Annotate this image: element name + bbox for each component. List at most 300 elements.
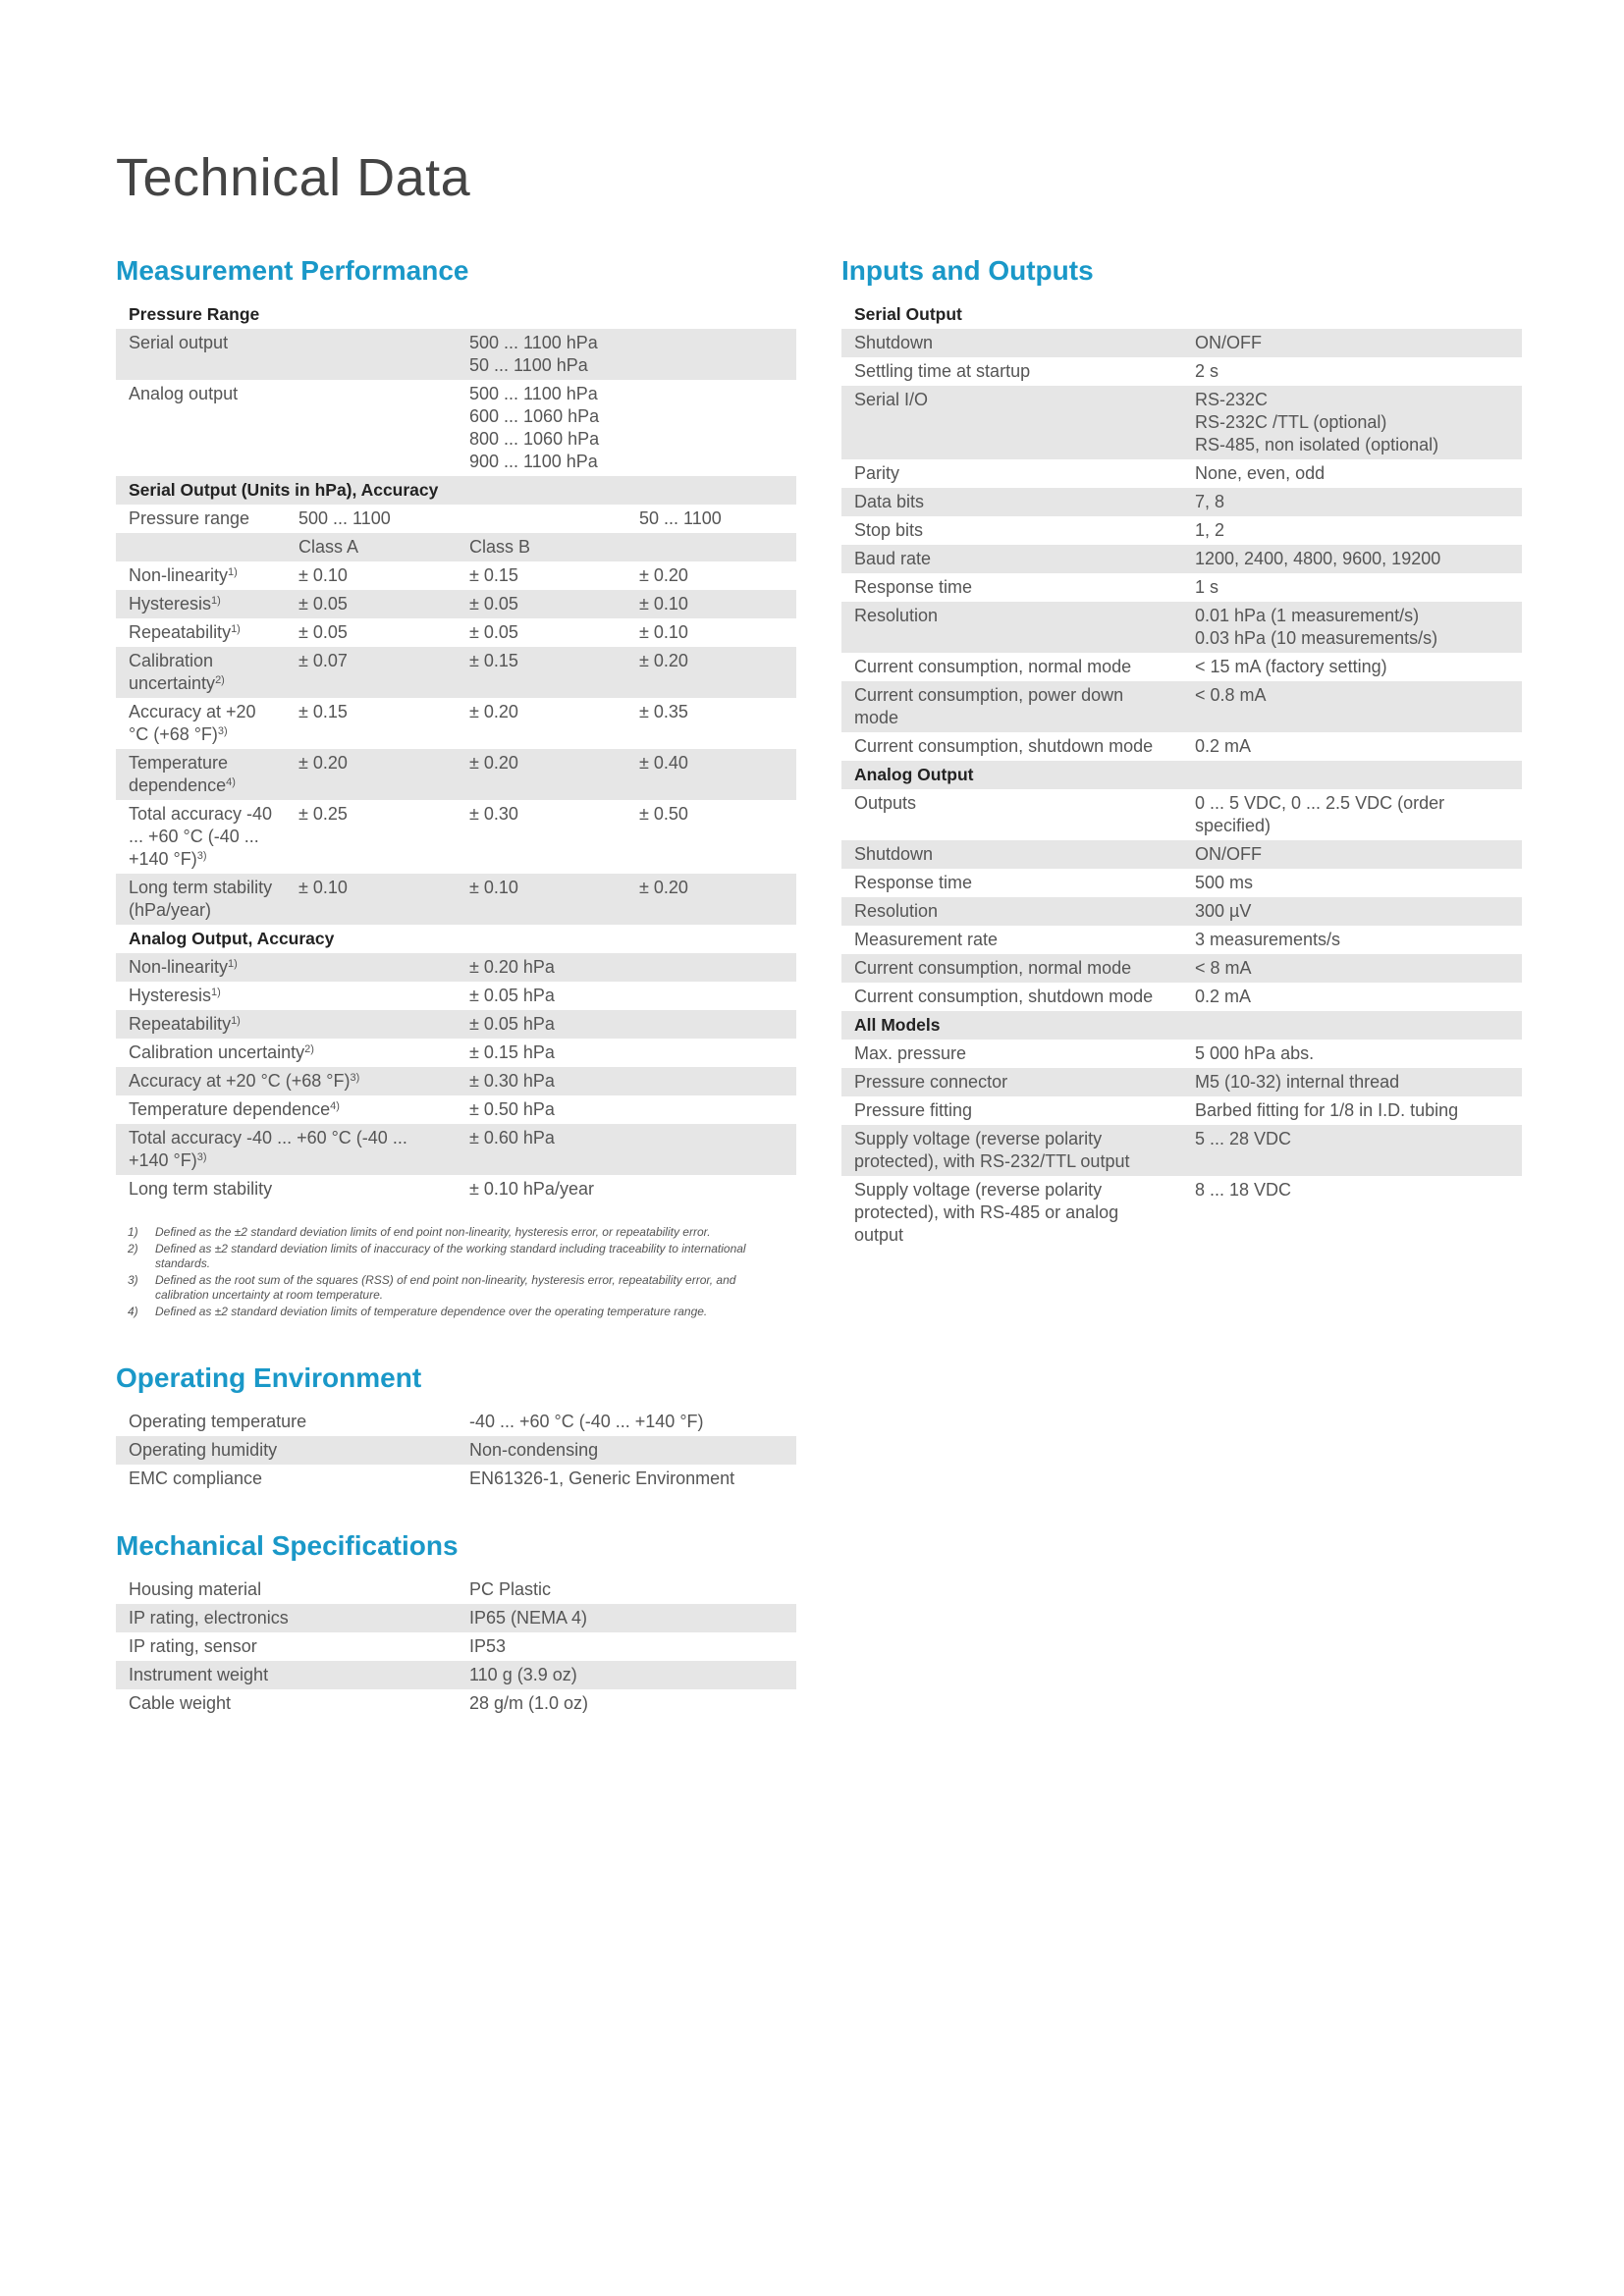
value-line: 1, 2 bbox=[1195, 520, 1225, 540]
all-models-header bbox=[841, 1011, 1522, 1040]
row-value: IP53 bbox=[469, 1636, 507, 1656]
value-line: 2 s bbox=[1195, 361, 1219, 381]
table-row bbox=[841, 1068, 1522, 1096]
table-row bbox=[116, 1632, 796, 1661]
row-value: ± 0.60 hPa bbox=[457, 1124, 796, 1175]
table-row bbox=[841, 545, 1522, 573]
table-row bbox=[116, 1039, 796, 1067]
table-row bbox=[116, 1124, 796, 1175]
row-value: ± 0.10 bbox=[298, 565, 348, 585]
row-label-text: Current consumption, normal mode bbox=[854, 958, 1132, 978]
row-label: Cable weight bbox=[129, 1693, 232, 1713]
row-value: ± 0.05 bbox=[457, 590, 626, 618]
row-value bbox=[1182, 573, 1522, 602]
table-row bbox=[841, 926, 1522, 954]
row-value: ± 0.50 hPa bbox=[469, 1099, 555, 1119]
table-row bbox=[841, 329, 1522, 357]
footnote-number: 1) bbox=[128, 1225, 138, 1239]
row-label-text: Response time bbox=[854, 873, 973, 892]
row-label-text: Non-linearity bbox=[129, 957, 229, 977]
table-row bbox=[116, 1067, 796, 1095]
footnote bbox=[128, 1273, 776, 1303]
row-value: ± 0.07 bbox=[286, 647, 457, 698]
table-row bbox=[116, 982, 796, 1010]
table-row bbox=[116, 647, 796, 698]
analog-output-header-label: Analog Output bbox=[841, 761, 1522, 789]
row-label-text: Analog output bbox=[129, 384, 239, 403]
row-value bbox=[1182, 545, 1522, 573]
row-value bbox=[1182, 1040, 1522, 1068]
table-row bbox=[841, 681, 1522, 732]
table-row bbox=[841, 516, 1522, 545]
value-line: 1200, 2400, 4800, 9600, 19200 bbox=[1195, 549, 1441, 568]
row-value: ± 0.10 hPa/year bbox=[469, 1179, 594, 1199]
row-value: ± 0.35 bbox=[639, 702, 688, 721]
value-line: None, even, odd bbox=[1195, 463, 1326, 483]
measurement-performance-section bbox=[116, 253, 796, 1319]
row-value: 110 g (3.9 oz) bbox=[457, 1661, 796, 1689]
row-value: PC Plastic bbox=[469, 1579, 552, 1599]
table-row bbox=[841, 732, 1522, 761]
table-row bbox=[116, 1689, 796, 1718]
row-label-text: Current consumption, shutdown mode bbox=[854, 736, 1154, 756]
row-label-text: Settling time at startup bbox=[854, 361, 1031, 381]
row-label-text: Temperature dependence bbox=[129, 753, 229, 795]
row-label bbox=[116, 1175, 457, 1203]
row-label: EMC compliance bbox=[129, 1468, 263, 1488]
footnote-ref: 2) bbox=[215, 674, 225, 686]
row-value: ± 0.20 bbox=[626, 874, 796, 925]
table-row bbox=[841, 954, 1522, 983]
value-line: ON/OFF bbox=[1195, 333, 1262, 352]
value-line: 500 ms bbox=[1195, 873, 1254, 892]
row-value: ± 0.10 bbox=[639, 622, 688, 642]
value-line: 7, 8 bbox=[1195, 492, 1225, 511]
row-label bbox=[116, 1095, 457, 1124]
serial-output-header bbox=[841, 300, 1522, 329]
row-label-text: Repeatability bbox=[129, 622, 232, 642]
row-label bbox=[841, 869, 1182, 897]
footnote-text: Defined as the root sum of the squares (RSS) of end point non-linearity, hysteresis error, repeatability error, and calibration uncertainty at room temperature. bbox=[155, 1273, 736, 1302]
row-value: ± 0.10 bbox=[626, 590, 796, 618]
footnotes bbox=[128, 1225, 776, 1319]
row-value bbox=[457, 380, 796, 476]
table-row bbox=[841, 602, 1522, 653]
row-label bbox=[841, 602, 1182, 653]
row-label bbox=[841, 1068, 1182, 1096]
row-label bbox=[116, 698, 286, 749]
row-value: ± 0.05 hPa bbox=[457, 1010, 796, 1039]
value-line: M5 (10-32) internal thread bbox=[1195, 1072, 1400, 1092]
value-line: < 15 mA (factory setting) bbox=[1195, 657, 1387, 676]
row-label-text: Total accuracy -40 ... +60 °C (-40 ... +140 °F) bbox=[129, 804, 273, 869]
footnote bbox=[128, 1242, 776, 1271]
row-value bbox=[1182, 1096, 1522, 1125]
row-label-text: Response time bbox=[854, 577, 973, 597]
table-row bbox=[116, 749, 796, 800]
value-line: 0 ... 5 VDC, 0 ... 2.5 VDC (order specified) bbox=[1195, 793, 1445, 835]
value-line: 0.03 hPa (10 measurements/s) bbox=[1195, 628, 1438, 648]
row-label: IP rating, electronics bbox=[116, 1604, 457, 1632]
row-label bbox=[841, 329, 1182, 357]
value-line: 5 ... 28 VDC bbox=[1195, 1129, 1292, 1148]
row-label-text: Current consumption, shutdown mode bbox=[854, 987, 1154, 1006]
row-value bbox=[1182, 732, 1522, 761]
row-label-text: Pressure fitting bbox=[854, 1100, 973, 1120]
row-value bbox=[1182, 459, 1522, 488]
page-title: Technical Data bbox=[116, 148, 471, 207]
footnote-ref: 3) bbox=[217, 725, 228, 737]
row-label bbox=[841, 545, 1182, 573]
row-label bbox=[841, 386, 1182, 459]
value-line: Barbed fitting for 1/8 in I.D. tubing bbox=[1195, 1100, 1459, 1120]
row-label-text: Hysteresis bbox=[129, 986, 212, 1005]
table-row bbox=[116, 1010, 796, 1039]
value-line: 50 ... 1100 hPa bbox=[469, 355, 588, 375]
table-row bbox=[841, 1040, 1522, 1068]
row-value: ± 0.50 bbox=[639, 804, 688, 824]
row-label-text: Supply voltage (reverse polarity protected), with RS-232/TTL output bbox=[854, 1129, 1130, 1171]
footnote-ref: 1) bbox=[211, 987, 221, 998]
row-label bbox=[116, 590, 286, 618]
row-value: 28 g/m (1.0 oz) bbox=[469, 1693, 589, 1713]
row-label bbox=[841, 1125, 1182, 1176]
value-line: 800 ... 1060 hPa bbox=[469, 429, 600, 449]
row-label-text: Outputs bbox=[854, 793, 917, 813]
footnote-ref: 4) bbox=[330, 1100, 340, 1112]
value-line: 1 s bbox=[1195, 577, 1219, 597]
table-row bbox=[841, 1125, 1522, 1176]
table-row bbox=[116, 329, 796, 380]
row-value: ± 0.20 bbox=[286, 749, 457, 800]
row-value: ± 0.10 bbox=[457, 874, 626, 925]
table-row bbox=[841, 653, 1522, 681]
row-label-text: Stop bits bbox=[854, 520, 924, 540]
row-label-text: Resolution bbox=[854, 606, 939, 625]
row-label bbox=[116, 1124, 457, 1175]
value-line: 0.2 mA bbox=[1195, 987, 1252, 1006]
row-label: Housing material bbox=[129, 1579, 262, 1599]
table-row bbox=[841, 357, 1522, 386]
row-value: ± 0.05 hPa bbox=[469, 986, 555, 1005]
row-value: Non-condensing bbox=[457, 1436, 796, 1465]
value-line: 3 measurements/s bbox=[1195, 930, 1341, 949]
footnote-ref: 1) bbox=[211, 595, 221, 607]
table-row bbox=[116, 618, 796, 647]
row-value: -40 ... +60 °C (-40 ... +140 °F) bbox=[469, 1412, 704, 1431]
row-value bbox=[1182, 602, 1522, 653]
row-value: ± 0.20 bbox=[457, 749, 626, 800]
serial-output-header-label: Serial Output bbox=[854, 304, 962, 324]
value-line: ON/OFF bbox=[1195, 844, 1262, 864]
footnote bbox=[128, 1225, 776, 1240]
row-label bbox=[841, 488, 1182, 516]
row-label bbox=[116, 1039, 457, 1067]
value-line: < 8 mA bbox=[1195, 958, 1252, 978]
pressure-range-b: 50 ... 1100 bbox=[639, 508, 722, 528]
row-value: ± 0.20 bbox=[639, 565, 688, 585]
pressure-range-header-label: Pressure Range bbox=[129, 304, 260, 324]
inputs-outputs-table bbox=[841, 300, 1522, 1250]
row-value bbox=[1182, 789, 1522, 840]
row-label bbox=[116, 800, 286, 874]
table-row bbox=[841, 789, 1522, 840]
row-label-text: Current consumption, normal mode bbox=[854, 657, 1132, 676]
row-value: ± 0.15 hPa bbox=[469, 1042, 555, 1062]
row-value bbox=[1182, 1125, 1522, 1176]
row-label-text: Current consumption, power down mode bbox=[854, 685, 1124, 727]
footnote-ref: 2) bbox=[304, 1043, 314, 1055]
row-label-text: Hysteresis bbox=[129, 594, 212, 614]
class-row bbox=[116, 533, 796, 561]
row-label bbox=[841, 459, 1182, 488]
row-value: ± 0.20 bbox=[626, 647, 796, 698]
row-label bbox=[841, 897, 1182, 926]
row-value: ± 0.25 bbox=[298, 804, 348, 824]
value-line: < 0.8 mA bbox=[1195, 685, 1267, 705]
row-label bbox=[116, 1067, 457, 1095]
row-value bbox=[457, 329, 796, 380]
row-value bbox=[1182, 983, 1522, 1011]
footnote-ref: 1) bbox=[231, 623, 241, 635]
footnote-ref: 1) bbox=[228, 958, 238, 970]
row-value bbox=[1182, 386, 1522, 459]
operating-environment-table bbox=[116, 1408, 796, 1493]
row-label bbox=[841, 357, 1182, 386]
row-label bbox=[841, 840, 1182, 869]
row-value bbox=[1182, 488, 1522, 516]
table-row bbox=[116, 1095, 796, 1124]
analog-accuracy-header bbox=[116, 925, 796, 953]
table-row bbox=[116, 874, 796, 925]
row-value bbox=[1182, 897, 1522, 926]
row-value: ± 0.05 bbox=[286, 590, 457, 618]
class-blank bbox=[116, 533, 286, 561]
row-value: ± 0.20 hPa bbox=[457, 953, 796, 982]
row-value: ± 0.20 bbox=[469, 702, 518, 721]
table-row bbox=[116, 1436, 796, 1465]
row-label-text: Serial output bbox=[129, 333, 229, 352]
row-label-text: Data bits bbox=[854, 492, 925, 511]
operating-environment-title: Operating Environment bbox=[116, 1362, 422, 1393]
row-label bbox=[841, 926, 1182, 954]
row-label-text: Long term stability bbox=[129, 1179, 273, 1199]
table-row bbox=[116, 1575, 796, 1604]
row-value bbox=[1182, 869, 1522, 897]
row-value: ± 0.10 bbox=[286, 874, 457, 925]
footnote-text: Defined as ±2 standard deviation limits of inaccuracy of the working standard including traceability to international standards. bbox=[155, 1242, 746, 1270]
table-row bbox=[116, 1661, 796, 1689]
footnote-text: Defined as ±2 standard deviation limits of temperature dependence over the operating temperature range. bbox=[155, 1305, 708, 1318]
left-column bbox=[116, 253, 796, 1718]
row-label-text: Calibration uncertainty bbox=[129, 651, 216, 693]
row-label bbox=[116, 647, 286, 698]
row-value bbox=[1182, 329, 1522, 357]
class-blank bbox=[626, 533, 796, 561]
table-row bbox=[116, 590, 796, 618]
row-label-text: Max. pressure bbox=[854, 1043, 967, 1063]
value-line: RS-232C bbox=[1195, 390, 1269, 409]
row-label bbox=[841, 573, 1182, 602]
row-label bbox=[841, 983, 1182, 1011]
row-label bbox=[841, 516, 1182, 545]
footnote-number: 4) bbox=[128, 1305, 138, 1318]
table-row bbox=[841, 1096, 1522, 1125]
row-value: ± 0.15 bbox=[457, 647, 626, 698]
row-value bbox=[1182, 840, 1522, 869]
pressure-range-header bbox=[116, 300, 796, 329]
row-value: ± 0.40 bbox=[626, 749, 796, 800]
row-label bbox=[841, 732, 1182, 761]
measurement-performance-table bbox=[116, 300, 796, 1203]
row-value: ± 0.15 bbox=[298, 702, 348, 721]
row-value: ± 0.05 bbox=[469, 622, 518, 642]
footnote-ref: 1) bbox=[231, 1015, 241, 1027]
row-label bbox=[116, 953, 457, 982]
pressure-range-row bbox=[116, 505, 796, 533]
table-row bbox=[116, 561, 796, 590]
row-label-text: Parity bbox=[854, 463, 900, 483]
row-label bbox=[841, 1176, 1182, 1250]
row-label-text: Serial I/O bbox=[854, 390, 929, 409]
table-row bbox=[116, 1465, 796, 1493]
value-line: 500 ... 1100 hPa bbox=[469, 333, 598, 352]
footnote-text: Defined as the ±2 standard deviation limits of end point non-linearity, hysteresis error, or repeatability error. bbox=[155, 1225, 711, 1239]
row-label bbox=[841, 1096, 1182, 1125]
table-row bbox=[116, 1604, 796, 1632]
footnote bbox=[128, 1305, 776, 1319]
row-label bbox=[116, 1010, 457, 1039]
table-row bbox=[841, 386, 1522, 459]
row-value: EN61326-1, Generic Environment bbox=[469, 1468, 735, 1488]
row-value: IP65 (NEMA 4) bbox=[457, 1604, 796, 1632]
row-value: ± 0.30 bbox=[469, 804, 518, 824]
row-label-text: Accuracy at +20 °C (+68 °F) bbox=[129, 1071, 351, 1091]
row-value bbox=[1182, 516, 1522, 545]
row-label bbox=[841, 1040, 1182, 1068]
row-label bbox=[116, 618, 286, 647]
table-row bbox=[116, 698, 796, 749]
row-label-text: Long term stability (hPa/year) bbox=[129, 878, 273, 920]
table-row bbox=[116, 953, 796, 982]
row-label bbox=[841, 681, 1182, 732]
row-value bbox=[1182, 926, 1522, 954]
footnote-ref: 3) bbox=[196, 1151, 207, 1163]
row-value bbox=[1182, 1068, 1522, 1096]
inputs-outputs-section bbox=[841, 253, 1522, 1250]
row-label bbox=[116, 329, 457, 380]
row-label bbox=[116, 982, 457, 1010]
table-row bbox=[116, 1175, 796, 1203]
row-value bbox=[1182, 357, 1522, 386]
row-label bbox=[116, 749, 286, 800]
value-line: 600 ... 1060 hPa bbox=[469, 406, 600, 426]
row-label-text: Total accuracy -40 ... +60 °C (-40 ... +140 °F) bbox=[129, 1128, 407, 1170]
table-row bbox=[116, 800, 796, 874]
row-label-text: Temperature dependence bbox=[129, 1099, 331, 1119]
table-row bbox=[841, 897, 1522, 926]
row-value: ± 0.15 bbox=[469, 565, 518, 585]
row-label-text: Baud rate bbox=[854, 549, 932, 568]
serial-accuracy-header-label: Serial Output (Units in hPa), Accuracy bbox=[116, 476, 796, 505]
row-label bbox=[841, 954, 1182, 983]
row-label bbox=[841, 653, 1182, 681]
footnote-ref: 3) bbox=[196, 850, 207, 862]
row-label-text: Supply voltage (reverse polarity protected), with RS-485 or analog output bbox=[854, 1180, 1119, 1245]
right-column bbox=[841, 253, 1522, 1250]
serial-accuracy-header bbox=[116, 476, 796, 505]
row-label-text: Non-linearity bbox=[129, 565, 229, 585]
row-label bbox=[841, 789, 1182, 840]
pressure-range-a: 500 ... 1100 bbox=[298, 508, 391, 528]
value-line: 900 ... 1100 hPa bbox=[469, 452, 598, 471]
table-row bbox=[841, 488, 1522, 516]
value-line: 5 000 hPa abs. bbox=[1195, 1043, 1315, 1063]
row-value bbox=[1182, 653, 1522, 681]
class-b-label: Class B bbox=[457, 533, 626, 561]
row-label: Instrument weight bbox=[116, 1661, 457, 1689]
row-label-text: Measurement rate bbox=[854, 930, 999, 949]
footnote-number: 2) bbox=[128, 1242, 138, 1255]
row-value: ± 0.30 hPa bbox=[457, 1067, 796, 1095]
row-label-text: Shutdown bbox=[854, 333, 934, 352]
row-label-text: Calibration uncertainty bbox=[129, 1042, 305, 1062]
row-label: IP rating, sensor bbox=[129, 1636, 257, 1656]
row-label: Operating humidity bbox=[116, 1436, 457, 1465]
value-line: RS-485, non isolated (optional) bbox=[1195, 435, 1439, 454]
row-label-text: Repeatability bbox=[129, 1014, 232, 1034]
row-label: Operating temperature bbox=[129, 1412, 307, 1431]
analog-accuracy-header-label: Analog Output, Accuracy bbox=[129, 929, 335, 948]
measurement-performance-title: Measurement Performance bbox=[116, 255, 469, 286]
mechanical-specifications-section bbox=[116, 1528, 796, 1718]
value-line: 300 µV bbox=[1195, 901, 1252, 921]
pressure-range-label: Pressure range bbox=[129, 508, 250, 528]
table-row bbox=[841, 840, 1522, 869]
row-label bbox=[116, 380, 457, 476]
value-line: 500 ... 1100 hPa bbox=[469, 384, 598, 403]
table-row bbox=[116, 380, 796, 476]
all-models-header-label: All Models bbox=[841, 1011, 1522, 1040]
row-value bbox=[1182, 954, 1522, 983]
table-row bbox=[841, 573, 1522, 602]
mechanical-specifications-title: Mechanical Specifications bbox=[116, 1530, 459, 1561]
table-row bbox=[841, 459, 1522, 488]
row-value bbox=[1182, 681, 1522, 732]
row-label bbox=[116, 561, 286, 590]
analog-output-header bbox=[841, 761, 1522, 789]
footnote-number: 3) bbox=[128, 1273, 138, 1287]
row-label-text: Shutdown bbox=[854, 844, 934, 864]
footnote-ref: 1) bbox=[228, 566, 238, 578]
row-value: ± 0.05 bbox=[298, 622, 348, 642]
row-value bbox=[1182, 1176, 1522, 1250]
row-label bbox=[116, 874, 286, 925]
operating-environment-section bbox=[116, 1361, 796, 1493]
inputs-outputs-title: Inputs and Outputs bbox=[841, 255, 1094, 286]
footnote-ref: 3) bbox=[350, 1072, 360, 1084]
class-a-label: Class A bbox=[286, 533, 457, 561]
footnote-ref: 4) bbox=[226, 776, 236, 788]
value-line: 8 ... 18 VDC bbox=[1195, 1180, 1292, 1200]
table-row bbox=[841, 869, 1522, 897]
mechanical-specifications-table bbox=[116, 1575, 796, 1718]
row-label-text: Resolution bbox=[854, 901, 939, 921]
value-line: RS-232C /TTL (optional) bbox=[1195, 412, 1387, 432]
table-row bbox=[841, 1176, 1522, 1250]
table-row bbox=[116, 1408, 796, 1436]
row-label-text: Pressure connector bbox=[854, 1072, 1008, 1092]
